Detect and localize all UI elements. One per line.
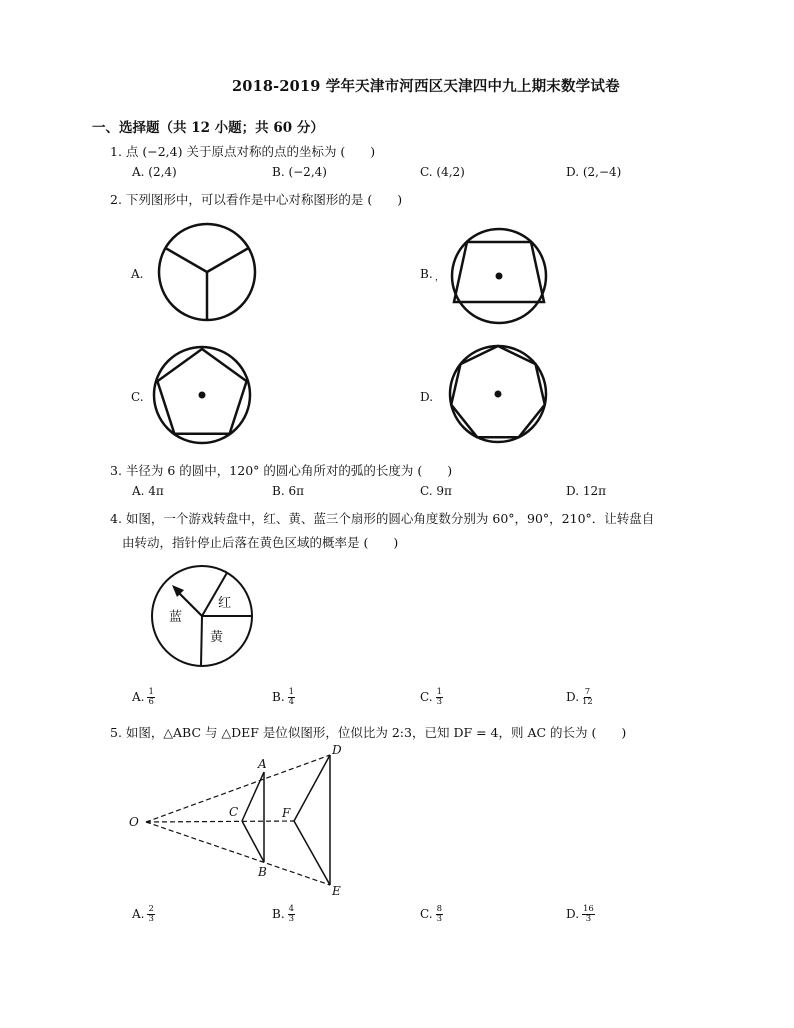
q1-option-b[interactable]: B. (−2,4) bbox=[272, 165, 327, 179]
question-4-stem-line2: 由转动，指针停止后落在黄色区域的概率是 ( ) bbox=[122, 535, 399, 550]
question-3-stem: 3. 半径为 6 的圆中，120° 的圆心角所对的弧的长度为 ( ) bbox=[110, 463, 453, 478]
point-label-b: B bbox=[258, 865, 267, 879]
q5-option-c[interactable]: C. $\frac{8}{3}$ bbox=[420, 904, 442, 924]
q3-option-b[interactable]: B. 6π bbox=[272, 484, 304, 498]
q3-option-d[interactable]: D. 12π bbox=[566, 484, 606, 498]
q4-option-a[interactable]: A. $\frac{1}{6}$ bbox=[132, 687, 154, 707]
q1-option-d[interactable]: D. (2,−4) bbox=[566, 165, 622, 179]
q2-option-c[interactable]: C. bbox=[131, 390, 144, 404]
point-label-f: F bbox=[282, 806, 291, 820]
q5-option-a[interactable]: A. $\frac{2}{3}$ bbox=[132, 904, 154, 924]
wheel-label-blue: 蓝 bbox=[169, 610, 183, 625]
wheel-label-yellow: 黄 bbox=[210, 630, 224, 645]
wheel-label-red: 红 bbox=[218, 596, 232, 611]
q2-option-b-mark: ， bbox=[435, 273, 445, 283]
section-heading: 一、选择题（共 12 小题；共 60 分） bbox=[92, 120, 324, 136]
q5-option-b[interactable]: B. $\frac{4}{3}$ bbox=[272, 904, 295, 924]
point-label-a: A bbox=[258, 757, 267, 771]
point-label-e: E bbox=[332, 884, 341, 898]
q1-option-c[interactable]: C. (4,2) bbox=[420, 165, 465, 179]
q4-option-c[interactable]: C. $\frac{1}{3}$ bbox=[420, 687, 442, 707]
q4-option-b[interactable]: B. $\frac{1}{4}$ bbox=[272, 687, 295, 707]
question-1-stem: 1. 点 (−2,4) 关于原点对称的点的坐标为 ( ) bbox=[110, 144, 376, 159]
page-title: 2018-2019 学年天津市河西区天津四中九上期末数学试卷 bbox=[232, 78, 620, 95]
question-2-stem: 2. 下列图形中，可以看作是中心对称图形的是 ( ) bbox=[110, 192, 403, 207]
q5-option-d[interactable]: D. $\frac{16}{3}$ bbox=[566, 904, 594, 924]
question-4-stem-line1: 4. 如图，一个游戏转盘中，红、黄、蓝三个扇形的圆心角度数分别为 60°，90°，210°．让转盘自 bbox=[110, 511, 655, 526]
q2-option-a[interactable]: A. bbox=[131, 267, 144, 281]
q1-option-a[interactable]: A. (2,4) bbox=[132, 165, 177, 179]
q3-option-a[interactable]: A. 4π bbox=[132, 484, 164, 498]
q3-option-c[interactable]: C. 9π bbox=[420, 484, 452, 498]
point-label-d: D bbox=[332, 743, 342, 757]
q2-option-d[interactable]: D. bbox=[420, 390, 434, 404]
q4-option-d[interactable]: D. $\frac{7}{12}$ bbox=[566, 687, 593, 707]
question-5-stem: 5. 如图，△ABC 与 △DEF 是位似图形，位似比为 2:3，已知 DF = 4，则 AC 的长为 ( ) bbox=[110, 725, 627, 740]
point-label-o: O bbox=[129, 815, 139, 829]
point-label-c: C bbox=[229, 805, 239, 819]
q2-option-b[interactable]: B. bbox=[420, 267, 433, 281]
